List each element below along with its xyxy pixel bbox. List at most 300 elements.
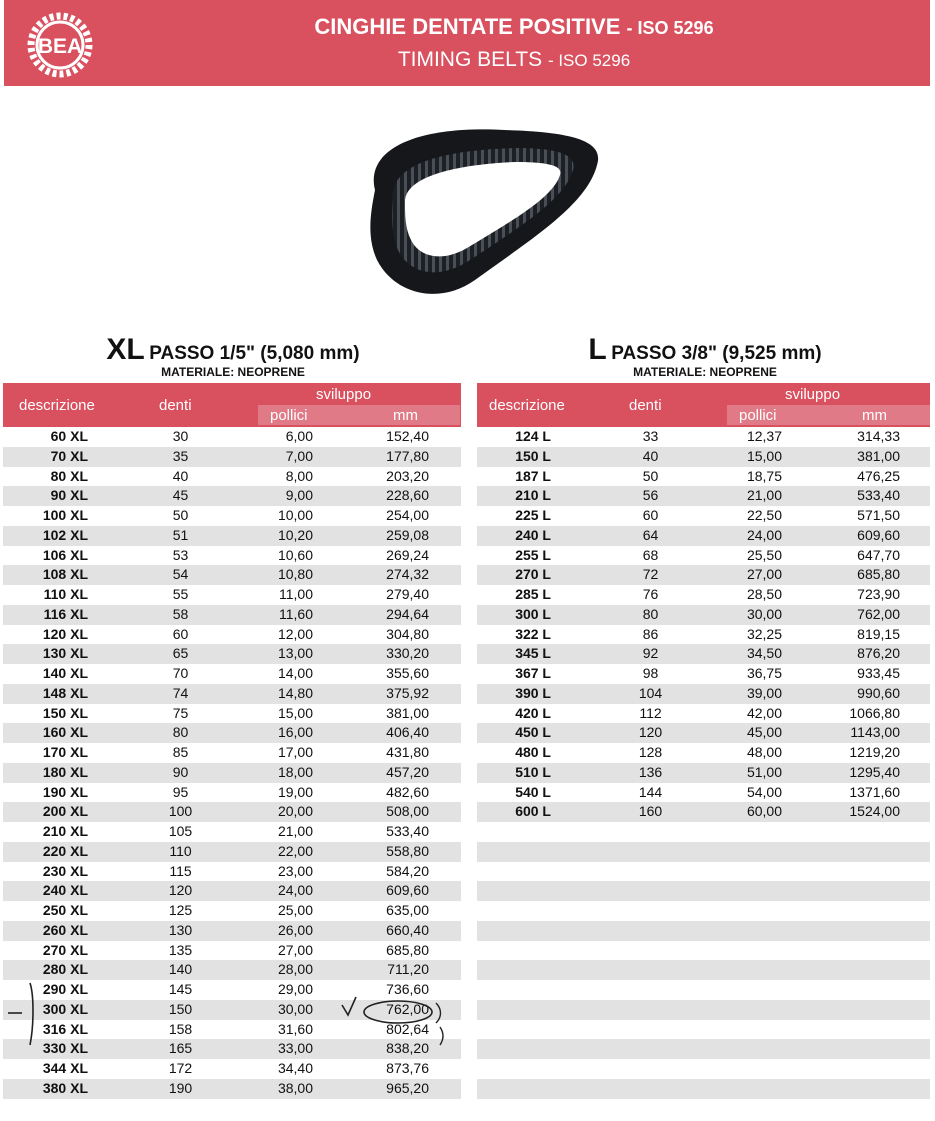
cell-mm: 1295,40 [849, 763, 900, 780]
title-sub-standard: - ISO 5296 [547, 51, 631, 70]
cell-descrizione: 116 XL [43, 605, 88, 622]
cell-descrizione: 285 L [515, 586, 551, 602]
title-main-standard: - ISO 5296 [626, 18, 714, 38]
table-row [3, 1059, 461, 1079]
cell-mm: 381,00 [386, 704, 429, 721]
cell-denti: 165 [168, 1040, 193, 1057]
cell-denti: 90 [172, 763, 189, 780]
cell-denti: 74 [172, 684, 189, 701]
cell-denti: 70 [172, 665, 189, 681]
cell-descrizione: 190 XL [42, 783, 88, 800]
table-row [3, 743, 461, 763]
cell-denti: 120 [638, 724, 663, 741]
cell-denti: 60 [172, 625, 189, 642]
cell-mm: 152,40 [386, 428, 429, 444]
cell-pollici: 16,00 [277, 724, 313, 741]
cell-descrizione: 102 XL [42, 526, 88, 543]
cell-mm: 457,20 [386, 763, 429, 780]
cell-mm: 533,40 [857, 487, 900, 504]
l-table-header [477, 383, 930, 427]
cell-mm: 375,92 [386, 684, 429, 701]
cell-denti: 40 [172, 467, 189, 484]
cell-denti: 86 [642, 625, 659, 642]
cell-mm: 647,70 [857, 546, 900, 563]
cell-descrizione: 345 L [515, 645, 551, 662]
cell-mm: 314,33 [857, 428, 900, 444]
l-pitch: PASSO 3/8" (9,525 mm) [611, 343, 822, 364]
cell-denti: 65 [172, 645, 189, 662]
cell-mm: 254,00 [386, 507, 429, 523]
cell-mm: 355,60 [386, 665, 429, 681]
table-row [477, 467, 930, 487]
cell-pollici: 32,25 [746, 625, 782, 642]
cell-denti: 136 [638, 763, 663, 780]
table-row [3, 546, 461, 566]
table-row [3, 842, 461, 862]
table-row [3, 585, 461, 605]
cell-mm: 431,80 [386, 744, 429, 760]
cell-denti: 158 [168, 1020, 193, 1037]
cell-denti: 58 [172, 605, 189, 622]
cell-denti: 150 [168, 1000, 193, 1017]
logo-text: BEA [37, 35, 83, 58]
cell-mm: 482,60 [386, 783, 429, 800]
table-row [477, 921, 930, 941]
xl-header-pollici: pollici [270, 407, 308, 424]
cell-mm: 584,20 [386, 862, 429, 879]
page-subtitle [284, 48, 744, 72]
cell-denti: 35 [172, 447, 189, 464]
table-row [477, 802, 930, 822]
cell-mm: 571,50 [857, 507, 900, 523]
cell-mm: 660,40 [386, 921, 429, 938]
cell-mm: 1371,60 [849, 783, 900, 800]
cell-mm: 685,80 [386, 941, 429, 958]
cell-mm: 873,76 [386, 1060, 429, 1076]
cell-denti: 56 [642, 487, 659, 504]
xl-header-descrizione: descrizione [19, 397, 95, 414]
cell-descrizione: 110 XL [43, 586, 88, 602]
cell-pollici: 10,00 [277, 507, 313, 523]
cell-pollici: 18,00 [277, 763, 313, 780]
handwritten-marks [0, 975, 560, 1055]
cell-pollici: 36,75 [746, 665, 782, 681]
cell-descrizione: 225 L [515, 507, 551, 523]
cell-pollici: 38,00 [277, 1079, 313, 1096]
table-row [477, 842, 930, 862]
cell-denti: 172 [168, 1060, 193, 1076]
cell-pollici: 33,00 [277, 1040, 313, 1057]
cell-pollici: 30,00 [746, 605, 782, 622]
cell-mm: 330,20 [386, 645, 429, 662]
table-row [477, 427, 930, 447]
cell-mm: 802,64 [386, 1020, 429, 1037]
cell-denti: 60 [642, 507, 659, 523]
cell-mm: 762,00 [386, 1000, 429, 1017]
cell-pollici: 14,00 [277, 665, 313, 681]
l-code: L [588, 333, 607, 366]
cell-descrizione: 230 XL [42, 862, 88, 879]
cell-descrizione: 108 XL [42, 566, 88, 583]
table-row [477, 565, 930, 585]
title-main: CINGHIE DENTATE POSITIVE [314, 14, 621, 39]
cell-mm: 304,80 [386, 625, 429, 642]
table-row [3, 704, 461, 724]
cell-descrizione: 280 XL [42, 961, 88, 978]
cell-pollici: 28,50 [746, 586, 782, 602]
page-header [4, 0, 930, 86]
cell-descrizione: 220 XL [42, 842, 88, 859]
table-row [3, 901, 461, 921]
cell-descrizione: 180 XL [42, 763, 88, 780]
cell-pollici: 31,60 [277, 1020, 313, 1037]
cell-denti: 135 [168, 941, 193, 958]
table-row [3, 427, 461, 447]
table-row [477, 585, 930, 605]
cell-pollici: 18,75 [746, 467, 782, 484]
table-row [477, 941, 930, 961]
table-row [477, 822, 930, 842]
cell-descrizione: 187 L [515, 467, 551, 484]
cell-mm: 933,45 [857, 665, 900, 681]
cell-pollici: 29,00 [277, 981, 313, 997]
cell-pollici: 24,00 [277, 882, 313, 899]
cell-mm: 1219,20 [849, 744, 900, 760]
cell-descrizione: 450 L [515, 724, 551, 741]
cell-denti: 50 [172, 507, 189, 523]
table-row [477, 783, 930, 803]
table-row [3, 783, 461, 803]
table-row [477, 605, 930, 625]
cell-denti: 40 [642, 447, 659, 464]
cell-pollici: 12,00 [277, 625, 313, 642]
l-header-descrizione: descrizione [489, 397, 565, 414]
cell-descrizione: 240 XL [42, 882, 88, 899]
cell-pollici: 39,00 [746, 684, 782, 701]
l-header-pollici: pollici [739, 407, 777, 424]
cell-denti: 95 [172, 783, 189, 800]
cell-mm: 177,80 [386, 447, 429, 464]
table-row [477, 1059, 930, 1079]
cell-descrizione: 80 XL [50, 467, 88, 484]
cell-pollici: 13,00 [277, 645, 313, 662]
cell-pollici: 14,80 [277, 684, 313, 701]
table-row [477, 447, 930, 467]
cell-descrizione: 322 L [515, 625, 551, 642]
cell-denti: 51 [172, 526, 189, 543]
cell-denti: 120 [168, 882, 193, 899]
cell-pollici: 6,00 [285, 428, 313, 444]
table-row [3, 447, 461, 467]
table-row [3, 881, 461, 901]
cell-denti: 140 [168, 961, 193, 978]
cell-pollici: 20,00 [277, 803, 313, 820]
cell-denti: 55 [172, 586, 189, 602]
xl-section-header [3, 333, 463, 379]
cell-mm: 1066,80 [849, 704, 900, 721]
cell-descrizione: 60 XL [50, 428, 88, 444]
table-row [477, 881, 930, 901]
cell-denti: 98 [642, 665, 659, 681]
table-row [477, 743, 930, 763]
cell-descrizione: 200 XL [42, 803, 88, 820]
cell-denti: 68 [642, 546, 659, 563]
cell-descrizione: 120 XL [42, 625, 88, 642]
table-row [3, 565, 461, 585]
cell-pollici: 48,00 [746, 744, 782, 760]
table-row [3, 467, 461, 487]
cell-mm: 533,40 [386, 823, 429, 839]
table-row [477, 723, 930, 743]
l-header-sviluppo: sviluppo [785, 386, 841, 403]
cell-descrizione: 380 XL [42, 1079, 88, 1096]
cell-mm: 635,00 [386, 902, 429, 918]
cell-descrizione: 300 XL [42, 1000, 88, 1017]
l-section-header [475, 333, 935, 379]
cell-pollici: 51,00 [746, 763, 782, 780]
cell-pollici: 45,00 [746, 724, 782, 741]
table-row [477, 901, 930, 921]
xl-header-sviluppo: sviluppo [316, 386, 372, 403]
cell-pollici: 60,00 [746, 803, 782, 820]
cell-descrizione: 170 XL [42, 744, 88, 760]
table-row [477, 862, 930, 882]
table-row [3, 921, 461, 941]
cell-denti: 45 [172, 487, 189, 504]
table-row [477, 486, 930, 506]
table-row [3, 723, 461, 743]
gear-logo-icon [26, 12, 94, 78]
cell-pollici: 15,00 [277, 704, 313, 721]
cell-denti: 75 [172, 704, 189, 721]
cell-descrizione: 140 XL [42, 665, 88, 681]
cell-descrizione: 160 XL [42, 724, 88, 741]
cell-pollici: 25,00 [277, 902, 313, 918]
cell-descrizione: 255 L [515, 546, 551, 563]
table-row [477, 664, 930, 684]
table-row [3, 486, 461, 506]
cell-descrizione: 540 L [515, 783, 551, 800]
cell-mm: 1524,00 [849, 803, 900, 820]
cell-descrizione: 240 L [515, 526, 551, 543]
cell-descrizione: 330 XL [42, 1040, 88, 1057]
cell-pollici: 19,00 [277, 783, 313, 800]
cell-descrizione: 124 L [515, 428, 551, 444]
cell-pollici: 11,00 [279, 586, 313, 602]
cell-mm: 203,20 [386, 467, 429, 484]
table-row [3, 506, 461, 526]
cell-denti: 80 [642, 605, 659, 622]
xl-code: XL [106, 333, 145, 366]
cell-descrizione: 130 XL [42, 645, 88, 662]
cell-pollici: 11,60 [279, 605, 313, 622]
cell-descrizione: 300 L [515, 605, 551, 622]
cell-mm: 711,20 [387, 961, 429, 978]
table-row [3, 802, 461, 822]
cell-denti: 50 [642, 467, 659, 484]
cell-mm: 269,24 [386, 546, 429, 563]
cell-descrizione: 150 XL [42, 704, 88, 721]
table-row [3, 941, 461, 961]
cell-pollici: 9,00 [285, 487, 313, 504]
cell-denti: 160 [638, 803, 663, 820]
cell-denti: 64 [642, 526, 659, 543]
l-material: MATERIALE: NEOPRENE [633, 365, 777, 379]
cell-descrizione: 316 XL [42, 1020, 88, 1037]
l-header-denti: denti [629, 397, 662, 414]
cell-denti: 190 [168, 1079, 193, 1096]
cell-pollici: 22,50 [746, 507, 782, 523]
table-row [3, 684, 461, 704]
cell-denti: 100 [168, 803, 193, 820]
cell-descrizione: 390 L [515, 684, 551, 701]
cell-mm: 294,64 [386, 605, 429, 622]
xl-table-header [3, 383, 461, 427]
cell-pollici: 27,00 [746, 566, 782, 583]
cell-mm: 736,60 [386, 981, 429, 997]
cell-descrizione: 210 XL [42, 823, 88, 839]
cell-pollici: 27,00 [277, 941, 313, 958]
cell-descrizione: 510 L [515, 763, 551, 780]
cell-mm: 609,60 [386, 882, 429, 899]
cell-pollici: 21,00 [277, 823, 313, 839]
cell-denti: 54 [172, 566, 189, 583]
cell-mm: 876,20 [857, 645, 900, 662]
cell-denti: 104 [638, 684, 663, 701]
cell-denti: 80 [172, 724, 189, 741]
table-row [3, 822, 461, 842]
cell-denti: 72 [642, 566, 659, 583]
cell-denti: 85 [172, 744, 189, 760]
cell-denti: 128 [638, 744, 663, 760]
cell-descrizione: 480 L [515, 744, 551, 760]
timing-belt-image [355, 120, 605, 300]
table-row [3, 605, 461, 625]
cell-descrizione: 250 XL [42, 902, 88, 918]
cell-descrizione: 148 XL [42, 684, 88, 701]
table-row [477, 644, 930, 664]
cell-pollici: 34,50 [746, 645, 782, 662]
cell-pollici: 12,37 [746, 428, 782, 444]
cell-descrizione: 270 XL [42, 941, 88, 958]
cell-mm: 406,40 [386, 724, 429, 741]
cell-denti: 115 [169, 862, 192, 879]
cell-pollici: 26,00 [277, 921, 313, 938]
table-row [477, 684, 930, 704]
xl-material: MATERIALE: NEOPRENE [161, 365, 305, 379]
cell-denti: 144 [638, 783, 663, 800]
cell-pollici: 8,00 [285, 467, 313, 484]
cell-denti: 33 [642, 428, 659, 444]
l-header-mm: mm [862, 407, 887, 424]
cell-pollici: 54,00 [746, 783, 782, 800]
cell-denti: 30 [172, 428, 189, 444]
cell-pollici: 24,00 [746, 526, 782, 543]
cell-mm: 274,32 [386, 566, 429, 583]
cell-denti: 76 [642, 586, 659, 602]
cell-denti: 92 [642, 645, 659, 662]
cell-descrizione: 270 L [515, 566, 551, 583]
cell-descrizione: 367 L [515, 665, 551, 681]
cell-mm: 685,80 [857, 566, 900, 583]
cell-pollici: 10,80 [277, 566, 313, 583]
cell-descrizione: 70 XL [50, 447, 88, 464]
table-row [3, 644, 461, 664]
title-sub: TIMING BELTS [397, 48, 543, 71]
cell-denti: 125 [168, 902, 193, 918]
cell-pollici: 17,00 [277, 744, 313, 760]
table-row [477, 526, 930, 546]
cell-pollici: 34,40 [277, 1060, 313, 1076]
cell-descrizione: 100 XL [42, 507, 88, 523]
cell-mm: 762,00 [857, 605, 900, 622]
cell-mm: 838,20 [386, 1040, 429, 1057]
table-row [477, 1079, 930, 1099]
xl-header-mm: mm [393, 407, 418, 424]
cell-descrizione: 344 XL [42, 1060, 88, 1076]
cell-mm: 819,15 [857, 625, 900, 642]
table-row [477, 546, 930, 566]
table-row [3, 1079, 461, 1099]
cell-denti: 53 [172, 546, 189, 563]
table-row [477, 506, 930, 526]
cell-mm: 476,25 [857, 467, 900, 484]
cell-descrizione: 260 XL [42, 921, 88, 938]
cell-pollici: 22,00 [277, 842, 313, 859]
table-row [3, 664, 461, 684]
cell-mm: 609,60 [857, 526, 900, 543]
cell-pollici: 7,00 [285, 447, 313, 464]
cell-denti: 110 [169, 842, 192, 859]
cell-pollici: 42,00 [746, 704, 782, 721]
cell-denti: 105 [168, 823, 193, 839]
table-row [477, 763, 930, 783]
cell-pollici: 23,00 [277, 862, 313, 879]
cell-descrizione: 290 XL [42, 981, 88, 997]
table-row [3, 625, 461, 645]
cell-mm: 1143,00 [850, 724, 900, 741]
table-row [477, 704, 930, 724]
cell-descrizione: 106 XL [42, 546, 88, 563]
xl-pitch: PASSO 1/5" (5,080 mm) [149, 343, 360, 364]
cell-pollici: 21,00 [746, 487, 782, 504]
cell-descrizione: 420 L [515, 704, 551, 721]
table-row [3, 526, 461, 546]
cell-mm: 990,60 [857, 684, 900, 701]
cell-mm: 723,90 [857, 586, 900, 602]
cell-pollici: 28,00 [277, 961, 313, 978]
cell-mm: 508,00 [386, 803, 429, 820]
cell-mm: 228,60 [386, 487, 429, 504]
cell-pollici: 10,20 [277, 526, 313, 543]
xl-header-denti: denti [159, 397, 192, 414]
cell-descrizione: 210 L [515, 487, 551, 504]
table-row [3, 763, 461, 783]
table-row [477, 625, 930, 645]
cell-mm: 279,40 [386, 586, 429, 602]
page-title [284, 14, 744, 40]
cell-pollici: 30,00 [277, 1000, 313, 1017]
cell-descrizione: 90 XL [50, 487, 88, 504]
cell-mm: 259,08 [386, 526, 429, 543]
cell-denti: 130 [168, 921, 193, 938]
cell-mm: 965,20 [386, 1079, 429, 1096]
cell-denti: 145 [168, 981, 193, 997]
cell-pollici: 10,60 [277, 546, 313, 563]
cell-descrizione: 600 L [515, 803, 551, 820]
cell-pollici: 15,00 [746, 447, 782, 464]
table-row [3, 862, 461, 882]
